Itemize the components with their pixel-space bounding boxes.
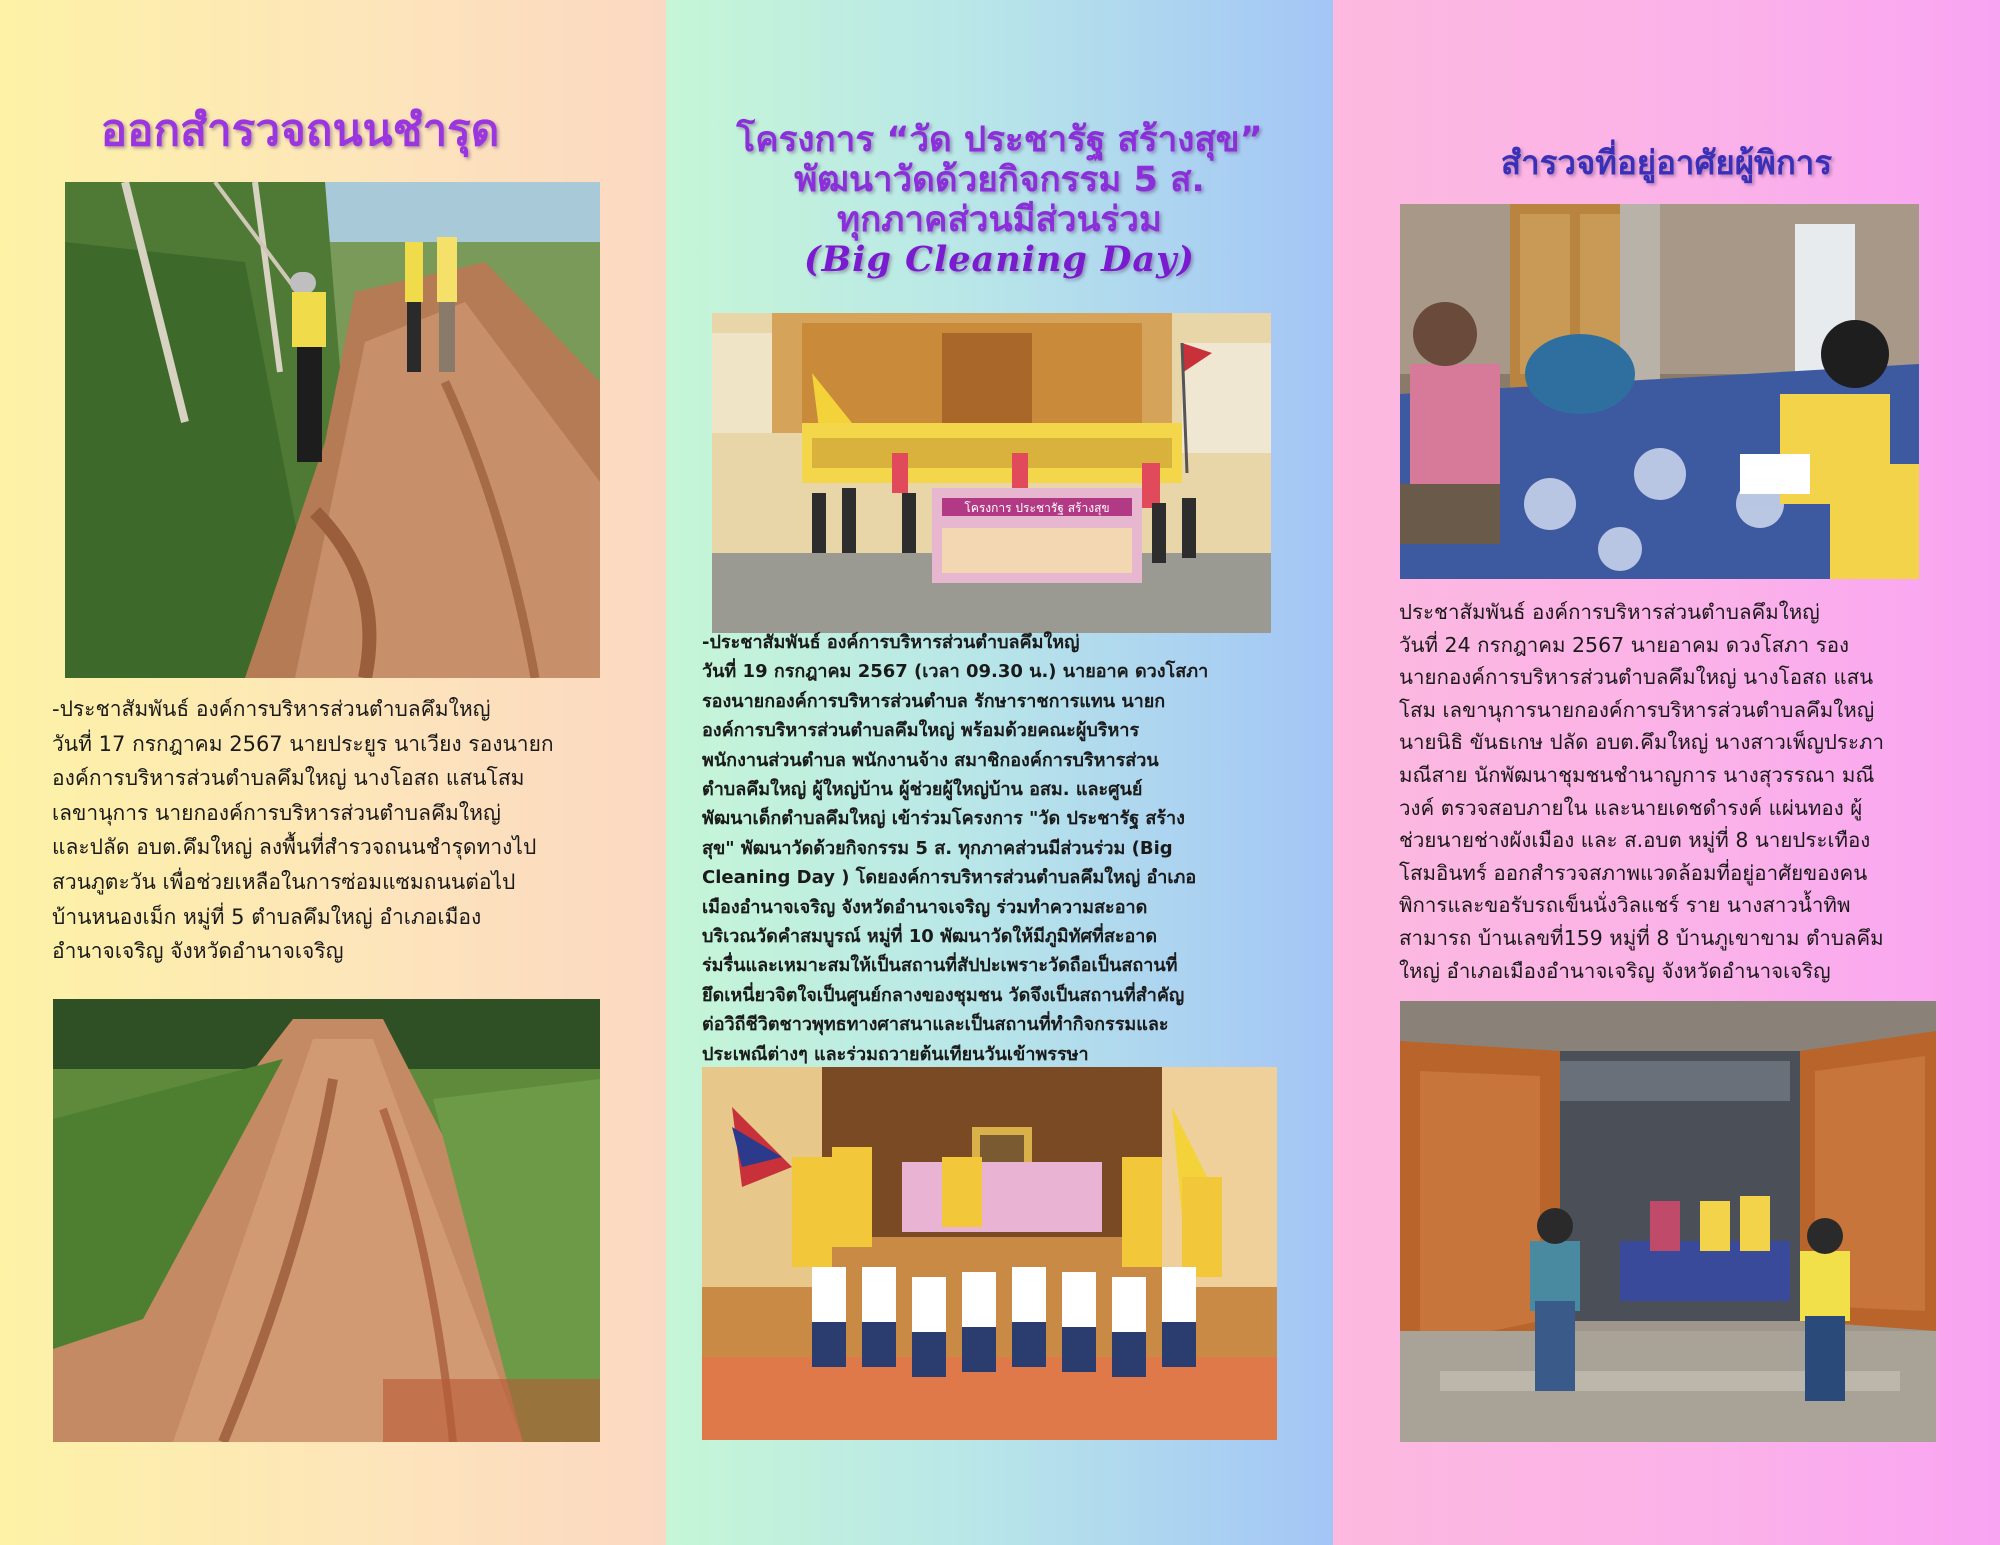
text-line: เลขานุการ นายกองค์การบริหารส่วนตำบลคึมใหญ่ bbox=[52, 800, 501, 825]
text-line: มณีสาย นักพัฒนาชุมชนชำนาญการ นางสุวรรณา มณี bbox=[1399, 762, 1875, 787]
paragraph-disabled-housing-survey bbox=[1399, 596, 1959, 987]
text-line: บริเวณวัดคำสมบูรณ์ หมู่ที่ 10 พัฒนาวัดให้มีภูมิทัศที่สะอาด bbox=[702, 926, 1158, 948]
text-line: วันที่ 17 กรกฎาคม 2567 นายประยูร นาเวียง รองนายก bbox=[52, 731, 554, 756]
text-line: เมืองอำนาจเจริญ จังหวัดอำนาจเจริญ ร่วมทำความสะอาด bbox=[702, 896, 1148, 918]
banner-text: โครงการ ประชารัฐ สร้างสุข bbox=[964, 501, 1110, 515]
title-line: โครงการ “วัด ประชารัฐ สร้างสุข” bbox=[736, 120, 1263, 160]
text-line: ประเพณีต่างๆ และร่วมถวายต้นเทียนวันเข้าพรรษา bbox=[702, 1043, 1089, 1065]
text-line: สามารถ บ้านเลขที่159 หมู่ที่ 8 บ้านภูเขาขาม ตำบลคึม bbox=[1399, 925, 1884, 950]
text-line: ต่อวิถีชีวิตชาวพุทธทางศาสนาและเป็นสถานที่ทำกิจกรรมและ bbox=[702, 1014, 1169, 1036]
text-line: พิการและขอรับรถเข็นนั่งวิลแชร์ ราย นางสาวน้ำทิพ bbox=[1399, 893, 1851, 918]
text-line: และปลัด อบต.คึมใหญ่ ลงพื้นที่สำรวจถนนชำรุดทางไป bbox=[52, 835, 537, 860]
text-line: โสม เลขานุการนายกองค์การบริหารส่วนตำบลคึมใหญ่ bbox=[1399, 697, 1875, 722]
text-line: องค์การบริหารส่วนตำบลคึมใหญ่ นางโอสถ แสนโสม bbox=[52, 766, 525, 791]
panel-road-inspection bbox=[0, 0, 666, 1545]
text-line: บ้านหนองเม็ก หมู่ที่ 5 ตำบลคึมใหญ่ อำเภอเมือง bbox=[52, 904, 482, 929]
text-line: วันที่ 24 กรกฎาคม 2567 นายอาคม ดวงโสภา รอง bbox=[1399, 632, 1850, 657]
text-line: โสมอินทร์ ออกสำรวจสภาพแวดล้อมที่อยู่อาศัยของคน bbox=[1399, 860, 1868, 885]
title-line: ทุกภาคส่วนมีส่วนร่วม bbox=[837, 200, 1162, 240]
text-line: ร่มรื่นและเหมาะสมให้เป็นสถานที่สัปปะเพราะวัดถือเป็นสถานที่ bbox=[702, 955, 1178, 977]
text-line: ใหญ่ อำเภอเมืองอำนาจเจริญ จังหวัดอำนาจเจริญ bbox=[1399, 958, 1831, 983]
photo-home-visit-interior bbox=[1400, 204, 1919, 579]
text-line: Cleaning Day ) โดยองค์การบริหารส่วนตำบลคึมใหญ่ อำเภอ bbox=[702, 867, 1197, 889]
text-line: พนักงานส่วนตำบล พนักงานจ้าง สมาชิกองค์การบริหารส่วน bbox=[702, 749, 1159, 771]
text-line: ช่วยนายช่างผังเมือง และ ส.อบต หมู่ที่ 8 นายประเทือง bbox=[1399, 828, 1871, 853]
text-line: นายนิธิ ขันธเกษ ปลัด อบต.คึมใหญ่ นางสาวเพ็ญประภา bbox=[1399, 730, 1884, 755]
text-line: องค์การบริหารส่วนตำบลคึมใหญ่ พร้อมด้วยคณะผู้บริหาร bbox=[702, 720, 1140, 742]
text-line: พัฒนาเด็กตำบลคึมใหญ่ เข้าร่วมโครงการ "วัด ประชารัฐ สร้าง bbox=[702, 808, 1185, 830]
title-english: (Big Cleaning Day) bbox=[804, 239, 1195, 280]
title-disabled-housing-survey: สำรวจที่อยู่อาศัยผู้พิการ bbox=[1500, 143, 1833, 182]
paragraph-big-cleaning-day bbox=[702, 628, 1302, 1069]
paragraph-road-inspection bbox=[52, 692, 627, 969]
text-line: สุข" พัฒนาวัดด้วยกิจกรรม 5 ส. ทุกภาคส่วนมีส่วนร่วม (Big bbox=[702, 837, 1173, 859]
photo-home-visit-exterior bbox=[1400, 1001, 1936, 1442]
panel-disabled-housing-survey bbox=[1333, 0, 2000, 1545]
text-line: -ประชาสัมพันธ์ องค์การบริหารส่วนตำบลคึมใหญ่ bbox=[702, 632, 1080, 653]
text-line: สวนภูตะวัน เพื่อช่วยเหลือในการซ่อมแซมถนนต่อไป bbox=[52, 869, 516, 894]
text-line: วันที่ 19 กรกฎาคม 2567 (เวลา 09.30 น.) นายอาค ดวงโสภา bbox=[702, 661, 1209, 683]
text-line: อำนาจเจริญ จังหวัดอำนาจเจริญ bbox=[52, 939, 344, 964]
text-line: ยึดเหนี่ยวจิตใจเป็นศูนย์กลางของชุมชน วัดจึงเป็นสถานที่สำคัญ bbox=[702, 984, 1185, 1006]
text-line: -ประชาสัมพันธ์ องค์การบริหารส่วนตำบลคึมใหญ่ bbox=[52, 697, 491, 721]
photo-damaged-road bbox=[53, 999, 600, 1442]
text-line: วงค์ ตรวจสอบภายใน และนายเดชดำรงค์ แผ่นทอง ผู้ bbox=[1399, 795, 1863, 820]
text-line: นายกองค์การบริหารส่วนตำบลคึมใหญ่ นางโอสถ แสน bbox=[1399, 665, 1874, 690]
title-big-cleaning-day bbox=[666, 120, 1333, 280]
text-line: ตำบลคึมใหญ่ ผู้ใหญ่บ้าน ผู้ช่วยผู้ใหญ่บ้าน อสม. และศูนย์ bbox=[702, 779, 1143, 801]
photo-children-group bbox=[702, 1067, 1277, 1440]
title-line: พัฒนาวัดด้วยกิจกรรม 5 ส. bbox=[794, 160, 1205, 200]
panel-big-cleaning-day bbox=[666, 0, 1333, 1545]
photo-road-inspection-officials bbox=[65, 182, 600, 678]
text-line: ประชาสัมพันธ์ องค์การบริหารส่วนตำบลคึมใหญ่ bbox=[1399, 600, 1820, 624]
photo-temple-group bbox=[712, 313, 1271, 633]
text-line: รองนายกองค์การบริหารส่วนตำบล รักษาราชการแทน นายก bbox=[702, 690, 1166, 712]
title-road-inspection: ออกสำรวจถนนชำรุด bbox=[100, 105, 500, 156]
